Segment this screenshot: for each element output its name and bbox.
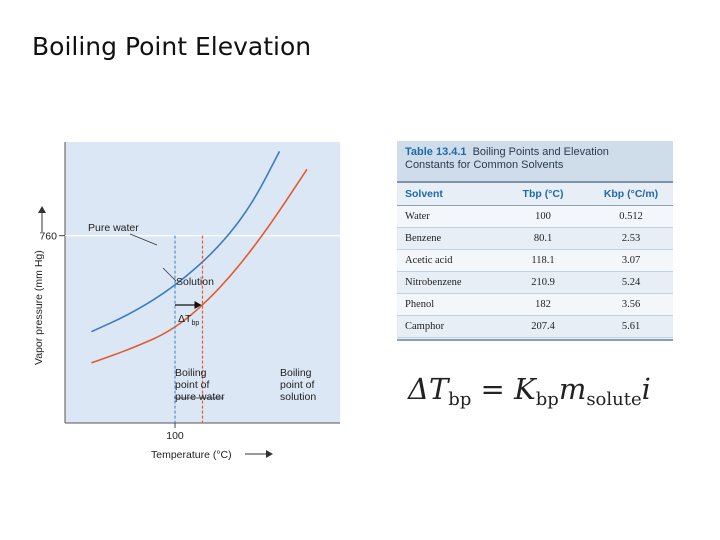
cell-kbp: 5.24	[621, 277, 641, 288]
slide-title: Boiling Point Elevation	[32, 32, 312, 61]
cell-kbp: 3.56	[621, 299, 641, 310]
cell-kbp: 2.53	[621, 233, 641, 244]
x-axis-title: Temperature (°C)	[151, 449, 232, 461]
table-row	[397, 228, 673, 250]
col-kbp: Kbp (°C/m)	[603, 188, 659, 200]
cell-solvent: Acetic acid	[405, 255, 453, 266]
bp-pure-water-label: point of	[175, 379, 210, 391]
formula-delta-t-sub: bp	[448, 389, 472, 410]
bp-solution-label: solution	[280, 391, 317, 403]
cell-kbp: 0.512	[619, 211, 643, 222]
formula-i: i	[641, 372, 651, 406]
y-axis-title: Vapor pressure (mm Hg)	[33, 250, 45, 365]
x-tick-label: 100	[166, 430, 184, 442]
y-tick-label: 760	[39, 230, 57, 243]
pure-water-label: Pure water	[88, 222, 139, 234]
table-row	[397, 272, 673, 294]
solution-label: Solution	[176, 276, 214, 288]
cell-solvent: Nitrobenzene	[405, 277, 462, 288]
cell-tbp: 210.9	[531, 277, 555, 288]
formula-delta-t: ΔT	[408, 372, 449, 406]
table-row	[397, 294, 673, 316]
cell-solvent: Water	[405, 211, 430, 222]
x-axis-arrowhead	[266, 450, 273, 458]
formula-k-sub: bp	[535, 389, 559, 410]
cell-tbp: 100	[535, 211, 551, 222]
bp-solution-label: Boiling	[280, 367, 312, 379]
col-tbp: Tbp (°C)	[522, 188, 564, 200]
table-column-headers	[397, 181, 673, 206]
table-body	[397, 206, 673, 338]
cell-tbp: 182	[535, 299, 551, 310]
bp-pure-water-label: pure water	[175, 391, 225, 403]
cell-tbp: 118.1	[531, 255, 555, 266]
cell-solvent: Benzene	[405, 233, 442, 244]
bp-solution-label: point of	[280, 379, 315, 391]
table-row	[397, 206, 673, 228]
cell-tbp: 207.4	[531, 321, 555, 332]
table-title-line1: Boiling Points and Elevation	[472, 146, 609, 158]
cell-tbp: 80.1	[533, 233, 553, 244]
table-number: Table 13.4.1	[405, 146, 467, 158]
y-axis-arrowhead	[38, 206, 46, 213]
table-title-line2: Constants for Common Solvents	[405, 159, 564, 171]
bp-elevation-formula	[408, 372, 651, 410]
formula-equals: =	[471, 372, 515, 406]
bp-pure-water-label: Boiling	[175, 367, 207, 379]
formula-m: m	[558, 372, 587, 406]
cell-kbp: 3.07	[621, 255, 641, 266]
delta-t-label: $\Delta T_{bp}$	[178, 313, 200, 327]
cell-solvent: Phenol	[405, 299, 435, 310]
cell-solvent: Camphor	[405, 321, 445, 332]
col-solvent: Solvent	[405, 188, 443, 200]
formula-k: K	[514, 372, 536, 406]
cell-kbp: 5.61	[621, 321, 641, 332]
table-row	[397, 250, 673, 272]
formula-m-sub: solute	[586, 389, 642, 410]
table-row	[397, 316, 673, 338]
table-header	[397, 141, 673, 181]
solvent-table	[397, 141, 673, 341]
